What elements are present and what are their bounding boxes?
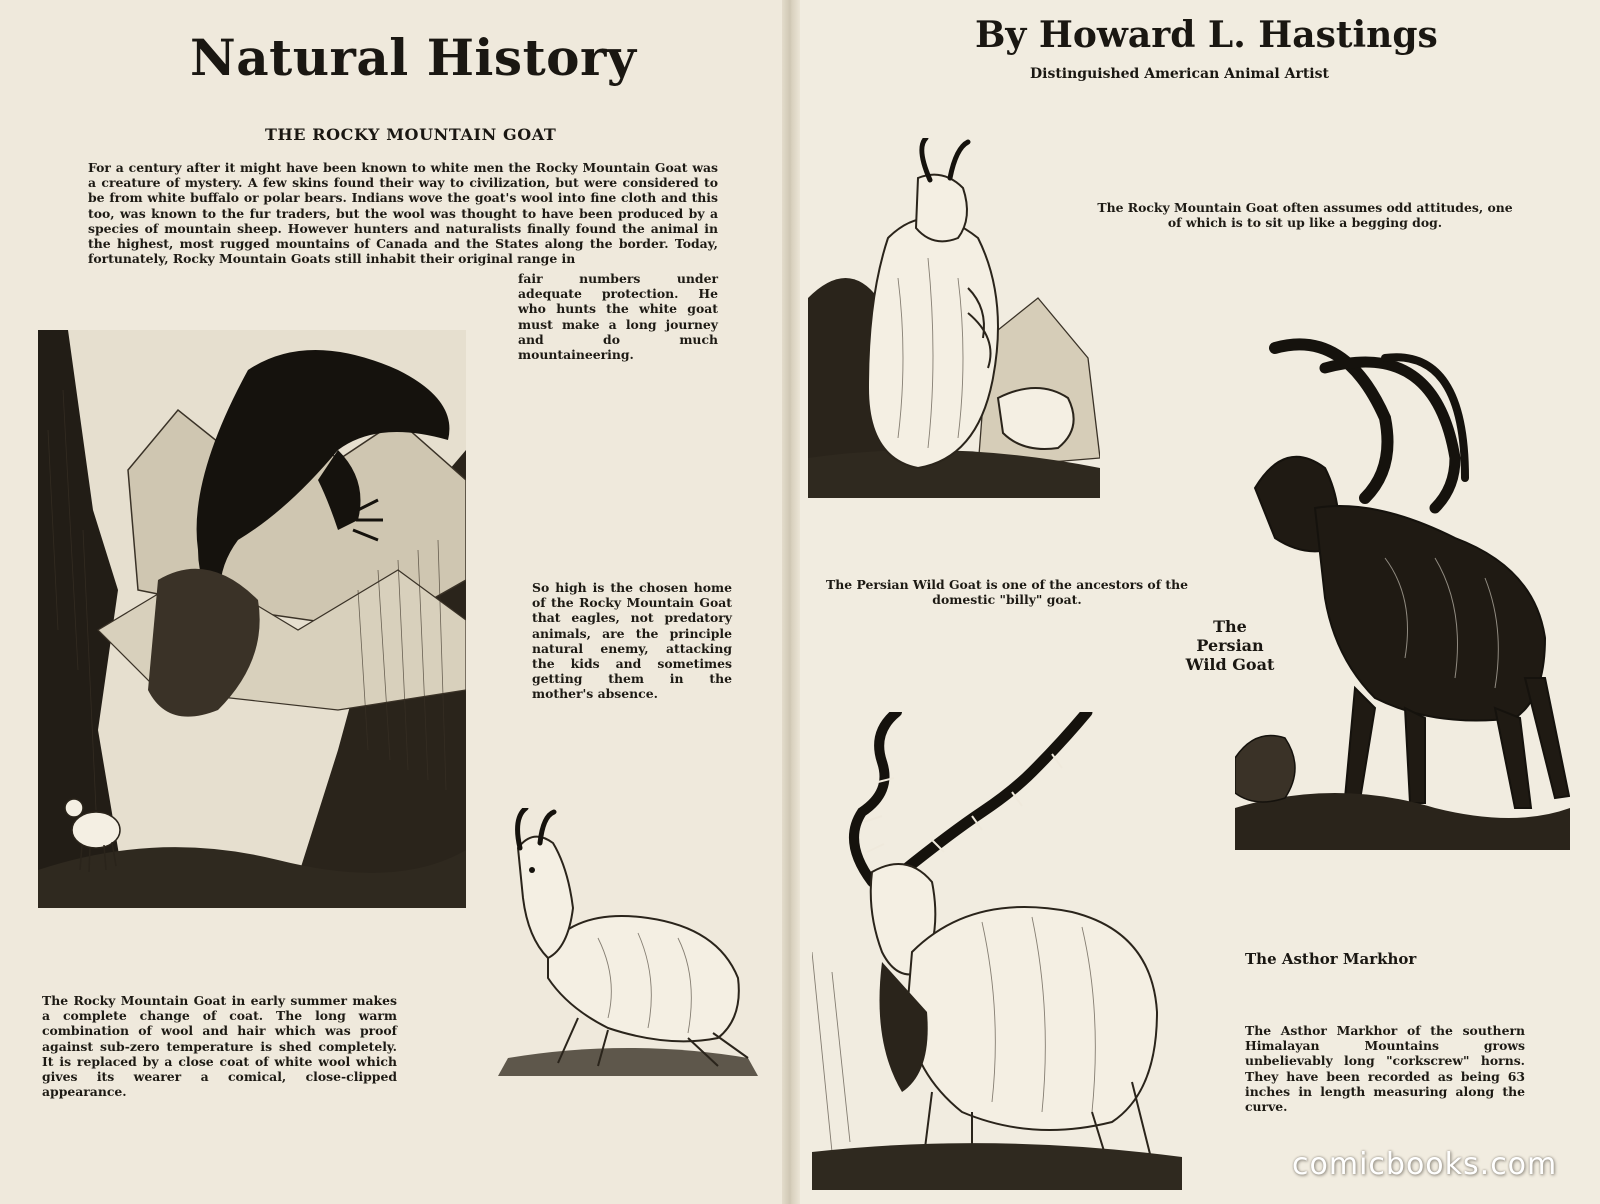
eagle-caption: So high is the chosen home of the Rocky Mountain Goat that eagles, not predatory animals, are the principle natural enemy, attacking the kids and sometimes getting them in the mother's absence. (532, 580, 732, 702)
persian-goat-caption: The Persian Wild Goat is one of the ancestors of the domestic "billy" goat. (826, 577, 1188, 608)
eagle-scene-illustration (38, 330, 466, 908)
sitting-goat-caption: The Rocky Mountain Goat often assumes odd attitudes, one of which is to sit up like a begging dog. (1097, 200, 1513, 231)
page-title: Natural History (190, 28, 637, 87)
intro-paragraph-continued: fair numbers under adequate protection. He who hunts the white goat must make a long journey and do much mountaineering. (518, 271, 718, 363)
intro-paragraph: For a century after it might have been known to white men the Rocky Mountain Goat was a creature of mystery. A few skins found their way to civilization, but were considered to be from white buffalo or polar bears. Indians wove the goat's wool into fine cloth and this too, was known to the fur traders, but the wool was thought to have been produced by a species of mountain sheep. However hunters and naturalists finally found the animal in the highest, most rugged mountains of Canada and the States along the border. Today, fortunately, Rocky Mountain Goats still inhabit their original range in (88, 160, 718, 267)
author-subtitle: Distinguished American Animal Artist (1030, 66, 1329, 82)
markhor-illustration (812, 712, 1182, 1190)
author-byline: By Howard L. Hastings (975, 14, 1438, 56)
coat-caption: The Rocky Mountain Goat in early summer makes a complete change of coat. The long warm combination of wool and hair which was proof against sub-zero temperature is shed completely. It is replaced by a close coat of white wool which gives its wearer a comical, close-clipped appearance. (42, 993, 397, 1100)
sitting-goat-illustration (808, 138, 1100, 498)
persian-goat-label: The Persian Wild Goat (1185, 617, 1275, 674)
markhor-caption: The Asthor Markhor of the southern Himalayan Mountains grows unbelievably long "corkscrew" horns. They have been recorded as being 63 inches in length measuring along the curve. (1245, 1023, 1525, 1115)
markhor-label: The Asthor Markhor (1245, 950, 1417, 968)
running-goat-illustration (488, 808, 778, 1084)
section-heading: THE ROCKY MOUNTAIN GOAT (265, 125, 557, 144)
persian-wild-goat-illustration (1235, 338, 1570, 850)
page-gutter (782, 0, 800, 1204)
watermark: comicbooks.com (1292, 1147, 1558, 1182)
